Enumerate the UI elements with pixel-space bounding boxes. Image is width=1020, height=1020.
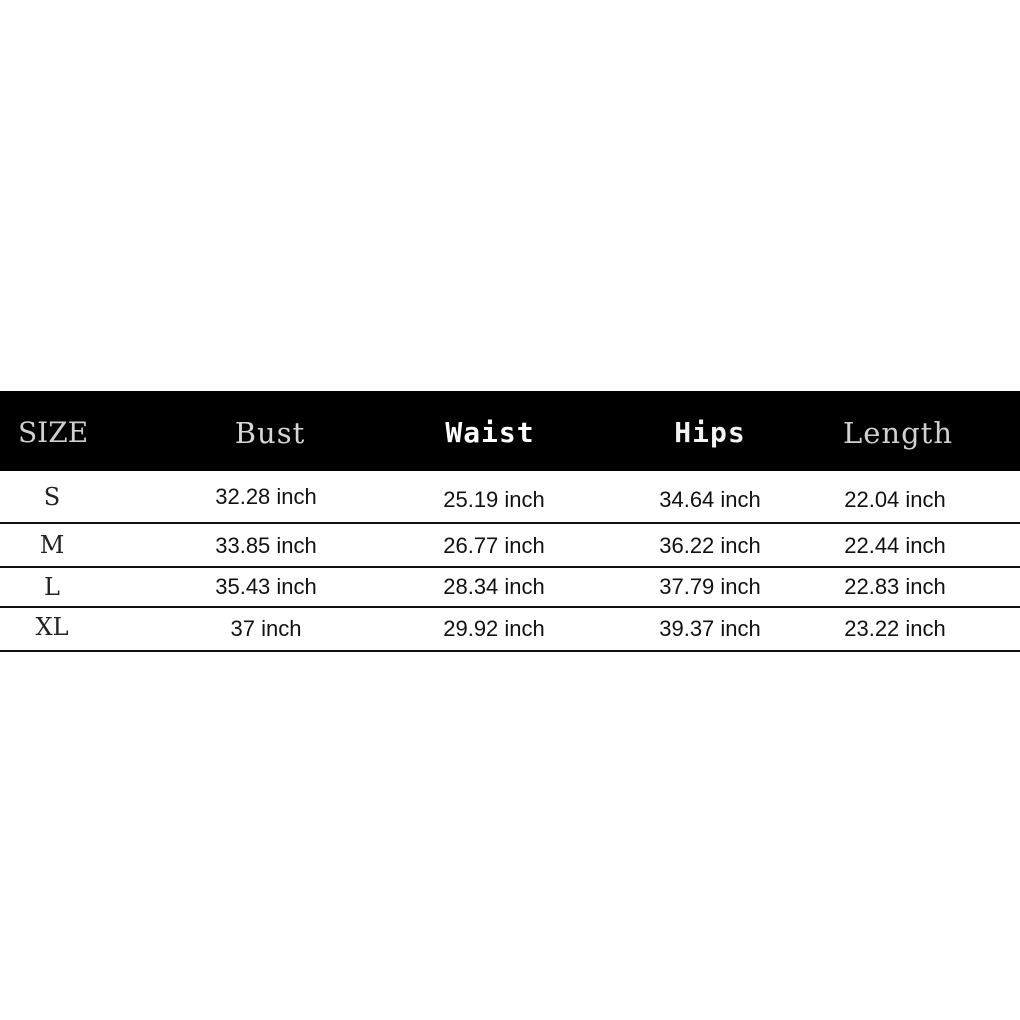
header-bust: Bust <box>234 416 306 450</box>
cell-size: L <box>44 573 60 601</box>
size-chart-table <box>0 391 1020 641</box>
cell-hips: 36.22 inch <box>659 533 761 558</box>
cell-hips: 34.64 inch <box>659 487 761 512</box>
table-row-xl <box>0 608 1020 652</box>
cell-size: M <box>39 531 65 559</box>
cell-waist: 28.34 inch <box>443 574 545 599</box>
cell-length: 23.22 inch <box>844 616 946 641</box>
header-hips: Hips <box>674 416 746 449</box>
cell-length: 22.04 inch <box>844 487 946 512</box>
cell-bust: 33.85 inch <box>215 533 317 558</box>
table-header-row <box>0 391 1020 471</box>
table-row-s <box>0 471 1020 524</box>
cell-waist: 29.92 inch <box>443 616 545 641</box>
cell-hips: 37.79 inch <box>659 574 761 599</box>
row-divider <box>0 650 1020 652</box>
cell-size: S <box>43 483 61 511</box>
header-size: SIZE <box>18 416 89 449</box>
cell-size: XL <box>35 613 69 641</box>
cell-waist: 26.77 inch <box>443 533 545 558</box>
cell-waist: 25.19 inch <box>443 487 545 512</box>
header-waist: Waist <box>445 416 535 449</box>
cell-length: 22.44 inch <box>844 533 946 558</box>
table-row-m <box>0 524 1020 568</box>
cell-bust: 37 inch <box>230 616 302 641</box>
cell-bust: 35.43 inch <box>215 574 317 599</box>
header-length: Length <box>843 416 953 450</box>
cell-bust: 32.28 inch <box>215 484 317 509</box>
table-row-l <box>0 568 1020 608</box>
cell-hips: 39.37 inch <box>659 616 761 641</box>
cell-length: 22.83 inch <box>844 574 946 599</box>
